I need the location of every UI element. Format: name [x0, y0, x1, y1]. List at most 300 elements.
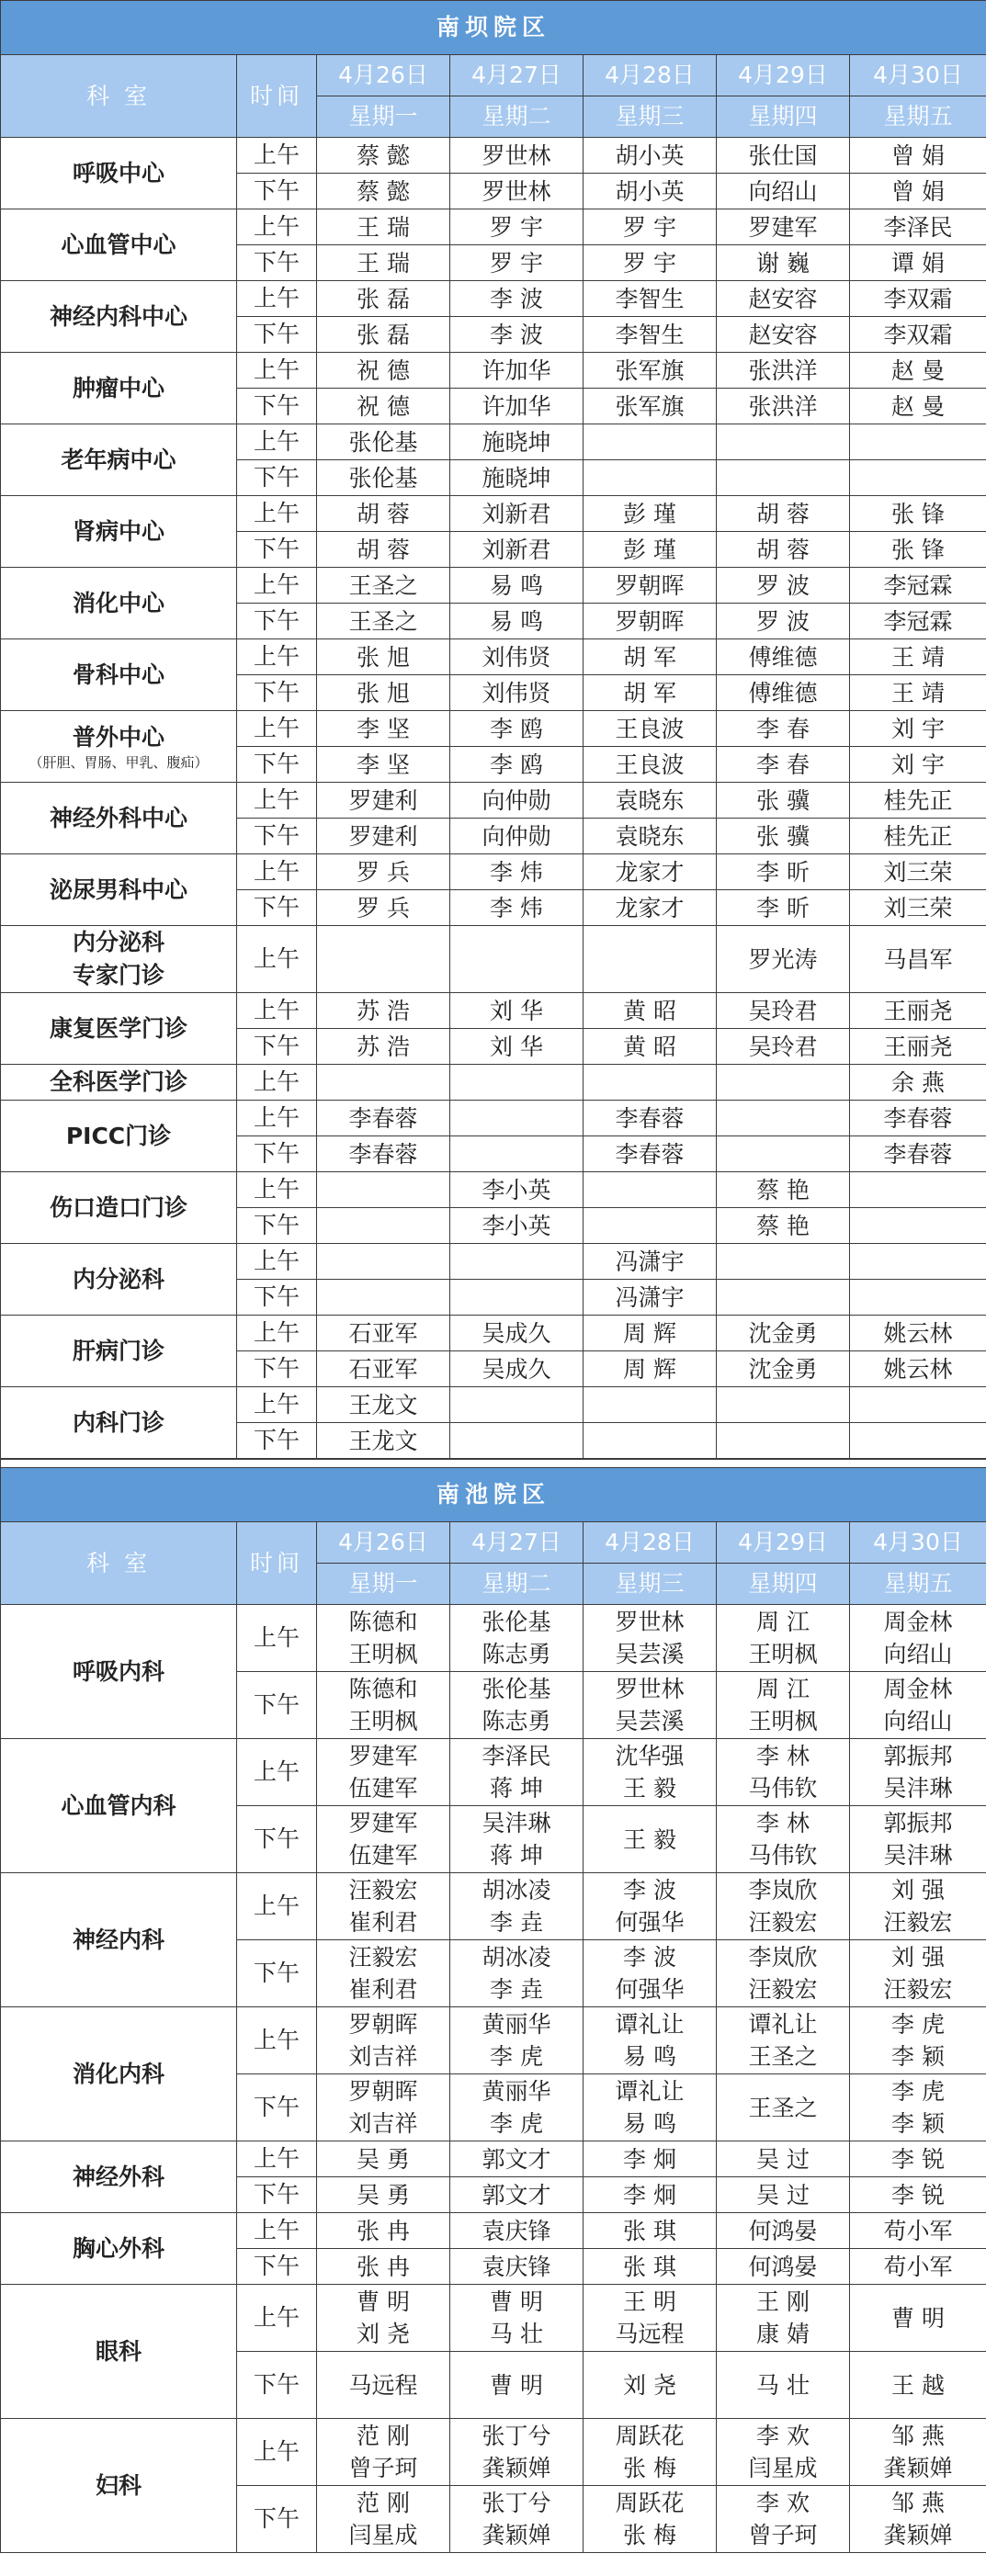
doctor-cell	[850, 2285, 986, 2352]
doctor-cell	[717, 424, 850, 460]
date-header: 4月30日	[850, 55, 986, 96]
doctor-cell	[584, 926, 717, 993]
doctor-name: 张 梅	[623, 2455, 676, 2481]
doctor-cell	[584, 2419, 717, 2486]
doctor-name: 刘 尧	[623, 2371, 676, 2399]
doctor-cell	[717, 1423, 850, 1459]
doctor-cell	[317, 496, 450, 532]
doctor-name: 陈志勇	[482, 1641, 551, 1667]
doctor-name: 向绍山	[883, 1641, 953, 1667]
doctor-name: 王圣之	[348, 607, 418, 635]
doctor-cell	[850, 1172, 986, 1208]
department-label: 内科门诊	[72, 1408, 164, 1436]
doctor-name: 王圣之	[748, 2094, 818, 2121]
doctor-name: 张伦基	[348, 428, 418, 456]
doctor-name: 向仲勋	[482, 822, 551, 850]
doctor-cell	[584, 993, 717, 1029]
doctor-cell	[717, 783, 850, 819]
department-label: 神经内科中心	[49, 302, 187, 330]
doctor-name: 吴 过	[756, 2181, 810, 2209]
doctor-cell	[717, 389, 850, 424]
doctor-cell	[584, 2249, 717, 2285]
table-row	[1, 568, 986, 604]
doctor-name: 罗建军	[348, 1743, 418, 1769]
doctor-cell	[584, 604, 717, 639]
doctor-name: 李 波	[623, 1944, 676, 1971]
table-row	[1, 2007, 986, 2074]
doctor-cell	[584, 1208, 717, 1244]
doctor-cell	[317, 317, 450, 353]
doctor-cell	[317, 2141, 450, 2177]
doctor-name: 李 波	[490, 285, 543, 312]
date-header: 4月27日	[450, 1522, 584, 1564]
table-row	[1, 281, 986, 317]
doctor-name: 吴玲君	[748, 1033, 818, 1060]
doctor-cell	[450, 2285, 584, 2352]
table-row	[1, 1739, 986, 1806]
doctor-cell	[317, 819, 450, 854]
doctor-cell	[317, 783, 450, 819]
doctor-cell	[450, 1423, 584, 1459]
doctor-cell	[317, 281, 450, 317]
doctor-cell	[317, 1605, 450, 1672]
doctor-name: 李智生	[615, 321, 685, 348]
doctor-cell	[584, 1244, 717, 1280]
doctor-name: 苟小军	[883, 2217, 953, 2244]
doctor-cell	[317, 209, 450, 245]
doctor-name: 龚颖婵	[482, 2522, 551, 2548]
period-cell: 下午	[237, 890, 317, 926]
doctor-cell	[717, 1280, 850, 1316]
doctor-cell	[317, 532, 450, 568]
doctor-name: 胡 蓉	[756, 536, 810, 563]
doctor-name: 李春蓉	[883, 1140, 953, 1168]
doctor-name: 罗朝晖	[615, 607, 685, 635]
doctor-cell	[850, 245, 986, 281]
doctor-cell	[850, 783, 986, 819]
doctor-name: 张 琪	[623, 2253, 676, 2280]
doctor-cell	[717, 1316, 850, 1351]
doctor-cell	[850, 2213, 986, 2249]
doctor-name: 刘 尧	[357, 2321, 410, 2347]
doctor-cell	[317, 353, 450, 389]
doctor-cell	[450, 926, 584, 993]
doctor-name: 李 春	[756, 751, 810, 778]
table-row	[1, 209, 986, 245]
doctor-cell	[450, 138, 584, 174]
doctor-name: 李小英	[482, 1212, 551, 1239]
doctor-cell	[317, 1316, 450, 1351]
period-cell: 下午	[237, 2074, 317, 2141]
doctor-cell	[584, 1672, 717, 1739]
doctor-name: 张洪洋	[748, 356, 818, 384]
doctor-name: 易 鸣	[623, 2043, 676, 2070]
doctor-cell	[850, 1605, 986, 1672]
doctor-cell	[450, 1672, 584, 1739]
doctor-name: 李 林	[756, 1810, 810, 1836]
period-cell: 上午	[237, 1101, 317, 1136]
department-label: 眼科	[95, 2337, 142, 2365]
weekday-header: 星期三	[584, 96, 717, 138]
period-cell: 下午	[237, 389, 317, 424]
doctor-cell	[450, 424, 584, 460]
doctor-name: 郭振邦	[883, 1743, 953, 1769]
doctor-cell	[584, 245, 717, 281]
doctor-name: 罗 宇	[623, 249, 676, 277]
doctor-cell	[317, 639, 450, 675]
doctor-cell	[450, 747, 584, 783]
doctor-name: 李春蓉	[348, 1140, 418, 1168]
doctor-name: 沈金勇	[748, 1355, 818, 1383]
doctor-name: 王 毅	[623, 1775, 676, 1802]
doctor-cell	[450, 389, 584, 424]
doctor-name: 王明枫	[348, 1641, 418, 1667]
doctor-cell	[584, 1029, 717, 1065]
period-cell: 下午	[237, 1423, 317, 1459]
doctor-name: 吴 过	[756, 2145, 810, 2173]
table-row	[1, 639, 986, 675]
doctor-cell	[450, 1280, 584, 1316]
period-cell: 上午	[237, 854, 317, 890]
doctor-name: 许加华	[482, 392, 551, 420]
doctor-cell	[717, 1605, 850, 1672]
doctor-cell	[317, 2074, 450, 2141]
period-cell: 上午	[237, 711, 317, 747]
doctor-name: 罗建军	[348, 1810, 418, 1836]
doctor-name: 王 毅	[623, 1825, 676, 1853]
department-name	[1, 353, 237, 424]
doctor-name: 张伦基	[482, 1676, 551, 1702]
doctor-cell	[850, 2352, 986, 2419]
doctor-cell	[584, 2074, 717, 2141]
department-label: 心血管内科	[61, 1791, 176, 1819]
doctor-cell	[717, 2419, 850, 2486]
doctor-name: 张 锋	[891, 500, 945, 527]
doctor-cell	[450, 1101, 584, 1136]
date-header: 4月29日	[717, 55, 850, 96]
doctor-cell	[717, 532, 850, 568]
doctor-name: 王 明	[623, 2288, 676, 2315]
doctor-cell	[450, 711, 584, 747]
doctor-name: 王 瑞	[357, 213, 410, 241]
doctor-cell	[584, 1280, 717, 1316]
doctor-cell	[850, 1940, 986, 2007]
table-row	[1, 993, 986, 1029]
period-cell: 上午	[237, 1172, 317, 1208]
period-cell: 上午	[237, 568, 317, 604]
department-name	[1, 568, 237, 639]
doctor-cell	[317, 854, 450, 890]
table-row	[1, 1065, 986, 1101]
doctor-cell	[717, 747, 850, 783]
department-name	[1, 1387, 237, 1459]
department-name	[1, 138, 237, 209]
doctor-cell	[317, 460, 450, 496]
doctor-name: 龙家才	[615, 858, 685, 886]
department-name	[1, 1172, 237, 1244]
doctor-cell	[850, 568, 986, 604]
doctor-name: 蔡 艳	[756, 1212, 810, 1239]
doctor-cell	[717, 138, 850, 174]
doctor-cell	[850, 2074, 986, 2141]
doctor-name: 闫星成	[748, 2455, 818, 2481]
doctor-name: 张仕国	[748, 141, 818, 169]
doctor-name: 王良波	[615, 751, 685, 778]
doctor-name: 易 鸣	[623, 2110, 676, 2137]
doctor-cell	[717, 2141, 850, 2177]
doctor-cell	[717, 2249, 850, 2285]
department-name	[1, 1065, 237, 1101]
doctor-name: 刘 宇	[891, 751, 945, 778]
doctor-cell	[317, 2213, 450, 2249]
doctor-name: 罗 宇	[623, 213, 676, 241]
doctor-cell	[317, 675, 450, 711]
weekday-header: 星期二	[450, 1564, 584, 1605]
doctor-name: 罗 波	[756, 607, 810, 635]
doctor-name: 吴 勇	[357, 2181, 410, 2209]
doctor-cell	[317, 138, 450, 174]
doctor-name: 李智生	[615, 285, 685, 312]
doctor-cell	[717, 1208, 850, 1244]
weekday-header: 星期四	[717, 1564, 850, 1605]
doctor-name: 李岚欣	[748, 1877, 818, 1904]
doctor-name: 罗 兵	[357, 858, 410, 886]
doctor-name: 易 鸣	[490, 607, 543, 635]
table-row	[1, 1101, 986, 1136]
department-label: PICC门诊	[65, 1122, 172, 1149]
doctor-cell	[450, 854, 584, 890]
doctor-cell	[450, 1351, 584, 1387]
department-name	[1, 1101, 237, 1172]
doctor-cell	[450, 2352, 584, 2419]
doctor-cell	[850, 1351, 986, 1387]
doctor-cell	[450, 2249, 584, 2285]
doctor-cell	[584, 819, 717, 854]
doctor-cell	[717, 281, 850, 317]
doctor-name: 姚云林	[883, 1355, 953, 1383]
doctor-cell	[450, 1387, 584, 1423]
doctor-cell	[717, 496, 850, 532]
doctor-name: 吴成久	[482, 1319, 551, 1347]
doctor-name: 崔利君	[348, 1909, 418, 1936]
doctor-cell	[717, 2285, 850, 2352]
doctor-cell	[717, 317, 850, 353]
doctor-cell	[450, 281, 584, 317]
doctor-cell	[450, 209, 584, 245]
doctor-name: 谢 巍	[756, 249, 810, 277]
doctor-name: 汪毅宏	[748, 1909, 818, 1936]
doctor-cell	[317, 1280, 450, 1316]
doctor-name: 张洪洋	[748, 392, 818, 420]
department-name	[1, 424, 237, 496]
doctor-cell	[450, 1806, 584, 1873]
doctor-name: 袁庆锋	[482, 2253, 551, 2280]
doctor-cell	[717, 1172, 850, 1208]
doctor-cell	[717, 2213, 850, 2249]
doctor-name: 陈德和	[348, 1676, 418, 1702]
doctor-cell	[584, 568, 717, 604]
period-cell: 上午	[237, 639, 317, 675]
doctor-name: 陈德和	[348, 1609, 418, 1635]
doctor-cell	[317, 711, 450, 747]
doctor-cell	[450, 783, 584, 819]
doctor-cell	[450, 317, 584, 353]
doctor-cell	[584, 1940, 717, 2007]
doctor-cell	[584, 1739, 717, 1806]
doctor-cell	[717, 1351, 850, 1387]
weekday-header: 星期四	[717, 96, 850, 138]
doctor-name: 王丽尧	[883, 1033, 953, 1060]
doctor-name: 李 鸥	[490, 715, 543, 742]
period-cell: 上午	[237, 209, 317, 245]
department-label: 肝病门诊	[72, 1337, 164, 1364]
doctor-name: 罗世林	[615, 1609, 685, 1635]
doctor-name: 袁庆锋	[482, 2217, 551, 2244]
table-row	[1, 424, 986, 460]
doctor-name: 马 壮	[756, 2371, 810, 2399]
doctor-name: 李 炜	[490, 894, 543, 921]
doctor-cell	[584, 353, 717, 389]
doctor-name: 苟小军	[883, 2253, 953, 2280]
doctor-name: 胡 蓉	[357, 536, 410, 563]
period-cell: 上午	[237, 926, 317, 993]
period-cell: 上午	[237, 2285, 317, 2352]
doctor-name: 周 江	[756, 1609, 810, 1635]
doctor-name: 李 波	[490, 321, 543, 348]
doctor-name: 罗世林	[482, 141, 551, 169]
doctor-name: 李 林	[756, 1743, 810, 1769]
doctor-name: 罗光涛	[748, 945, 818, 973]
doctor-cell	[850, 317, 986, 353]
doctor-name: 曾子珂	[348, 2455, 418, 2481]
doctor-name: 邹 燕	[891, 2490, 945, 2516]
doctor-name: 王明枫	[348, 1708, 418, 1734]
department-label: 胸心外科	[72, 2234, 164, 2262]
doctor-cell	[450, 245, 584, 281]
doctor-name: 吴芸溪	[615, 1641, 685, 1667]
doctor-cell	[584, 2213, 717, 2249]
department-name	[1, 1605, 237, 1739]
period-cell: 上午	[237, 1873, 317, 1940]
doctor-name: 刘三荣	[883, 894, 953, 921]
doctor-name: 李 垚	[490, 1976, 543, 2003]
doctor-name: 刘 强	[891, 1877, 945, 1904]
doctor-cell	[450, 1940, 584, 2007]
department-name	[1, 993, 237, 1065]
department-label: 普外中心	[72, 724, 164, 751]
doctor-name: 向绍山	[883, 1708, 953, 1734]
doctor-cell	[850, 1316, 986, 1351]
doctor-cell	[450, 1065, 584, 1101]
doctor-cell	[317, 747, 450, 783]
doctor-cell	[317, 890, 450, 926]
doctor-cell	[317, 2486, 450, 2553]
department-label: 全科医学门诊	[49, 1068, 187, 1095]
doctor-name: 谭礼让	[615, 2011, 685, 2038]
doctor-name: 曹 明	[891, 2304, 945, 2332]
doctor-name: 曹 明	[490, 2371, 543, 2399]
doctor-cell	[450, 1739, 584, 1806]
doctor-name: 石亚军	[348, 1319, 418, 1347]
doctor-cell	[450, 2486, 584, 2553]
doctor-cell	[450, 890, 584, 926]
doctor-cell	[584, 1101, 717, 1136]
period-cell: 上午	[237, 2007, 317, 2074]
department-name	[1, 496, 237, 568]
doctor-name: 闫星成	[348, 2522, 418, 2548]
doctor-name: 苏 浩	[357, 1033, 410, 1060]
department-name	[1, 1316, 237, 1387]
period-cell: 下午	[237, 532, 317, 568]
doctor-cell	[317, 1029, 450, 1065]
doctor-cell	[450, 496, 584, 532]
table-row	[1, 2419, 986, 2486]
doctor-name: 罗建利	[348, 822, 418, 850]
department-label: 消化中心	[72, 589, 164, 616]
period-cell: 下午	[237, 1208, 317, 1244]
doctor-name: 李小英	[482, 1176, 551, 1203]
doctor-name: 吴沣琳	[883, 1775, 953, 1802]
doctor-cell	[584, 1065, 717, 1101]
period-cell: 下午	[237, 1806, 317, 1873]
doctor-cell	[850, 1101, 986, 1136]
doctor-cell	[850, 675, 986, 711]
doctor-name: 王 靖	[891, 679, 945, 706]
doctor-cell	[717, 2486, 850, 2553]
department-label: 伤口造口门诊	[49, 1193, 187, 1221]
doctor-name: 何鸿晏	[748, 2253, 818, 2280]
doctor-name: 王圣之	[348, 571, 418, 599]
doctor-cell	[450, 1244, 584, 1280]
doctor-name: 李 炯	[623, 2145, 676, 2173]
department-label: 呼吸中心	[72, 159, 164, 186]
doctor-cell	[450, 1029, 584, 1065]
doctor-name: 李 昕	[756, 858, 810, 886]
doctor-cell	[717, 639, 850, 675]
doctor-cell	[717, 1873, 850, 1940]
section-gap	[1, 1460, 986, 1468]
doctor-name: 易 鸣	[490, 571, 543, 599]
doctor-name: 李 虎	[490, 2043, 543, 2070]
doctor-cell	[317, 2419, 450, 2486]
doctor-name: 李泽民	[482, 1743, 551, 1769]
doctor-cell	[850, 281, 986, 317]
doctor-cell	[450, 1605, 584, 1672]
period-cell: 上午	[237, 353, 317, 389]
campus-title: 南坝院区	[1, 1, 986, 55]
doctor-cell	[850, 2141, 986, 2177]
date-header: 4月28日	[584, 1522, 717, 1564]
period-cell: 上午	[237, 1387, 317, 1423]
department-label: 内分泌科 专家门诊	[72, 929, 164, 989]
doctor-name: 汪毅宏	[748, 1976, 818, 2003]
doctor-name: 罗朝晖	[615, 571, 685, 599]
department-label: 呼吸内科	[72, 1657, 164, 1685]
doctor-cell	[850, 747, 986, 783]
department-name	[1, 1244, 237, 1316]
doctor-name: 李 锐	[891, 2181, 945, 2209]
doctor-name: 刘 华	[490, 997, 543, 1024]
doctor-cell	[850, 1065, 986, 1101]
doctor-name: 王良波	[615, 715, 685, 742]
doctor-cell	[717, 2352, 850, 2419]
doctor-name: 张丁兮	[482, 2423, 551, 2449]
doctor-cell	[850, 1136, 986, 1172]
doctor-name: 李 昕	[756, 894, 810, 921]
doctor-cell	[717, 1806, 850, 1873]
doctor-name: 刘三荣	[883, 858, 953, 886]
period-cell: 下午	[237, 1029, 317, 1065]
